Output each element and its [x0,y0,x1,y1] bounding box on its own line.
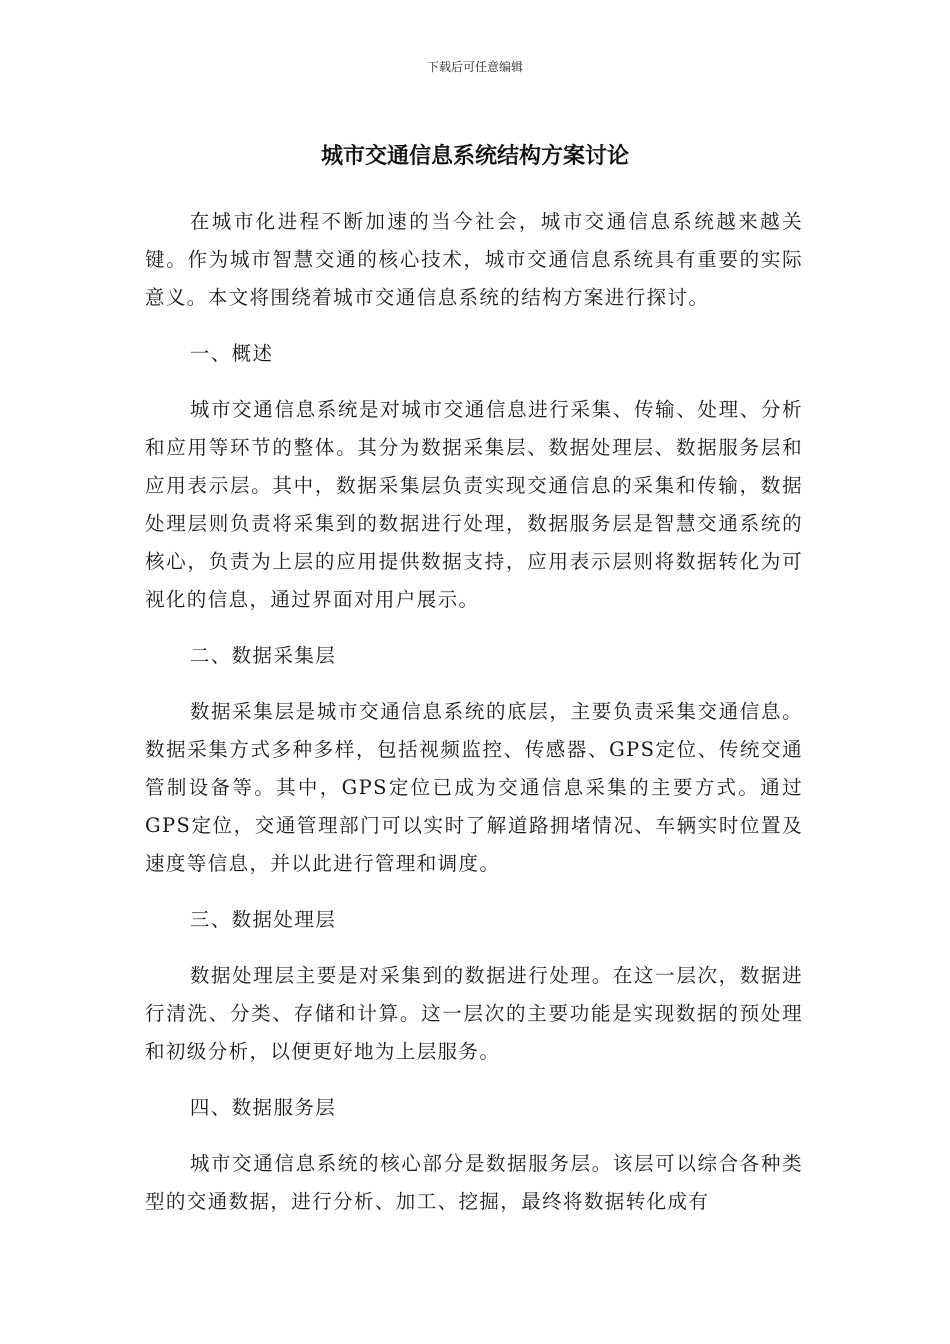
section-heading-overview: 一、概述 [189,342,274,365]
data-processing-paragraph: 数据处理层主要是对采集到的数据进行处理。在这一层次，数据进行清洗、分类、存储和计算。这一层次的主要功能是实现数据的预处理和初级分析，以便更好地为上层服务。 [145,964,803,1063]
document-title: 城市交通信息系统结构方案讨论 [320,144,629,169]
document-body [145,203,803,1239]
section-heading-data-processing: 三、数据处理层 [189,908,337,931]
intro-paragraph: 在城市化进程不断加速的当今社会，城市交通信息系统越来越关键。作为城市智慧交通的核心技术，城市交通信息系统具有重要的实际意义。本文将围绕着城市交通信息系统的结构方案进行探讨。 [145,210,803,309]
overview-paragraph: 城市交通信息系统是对城市交通信息进行采集、传输、处理、分析和应用等环节的整体。其分为数据采集层、数据处理层、数据服务层和应用表示层。其中，数据采集层负责实现交通信息的采集和传输，数据处理层则负责将采集到的数据进行处理，数据服务层是智慧交通系统的核心，负责为上层的应用提供数据支持，应用表示层则将数据转化为可视化的信息，通过界面对用户展示。 [145,398,803,611]
data-service-paragraph: 城市交通信息系统的核心部分是数据服务层。该层可以综合各种类型的交通数据，进行分析、加工、挖掘，最终将数据转化成有 [145,1152,803,1213]
section-heading-data-collection: 二、数据采集层 [189,644,337,667]
data-collection-paragraph: 数据采集层是城市交通信息系统的底层，主要负责采集交通信息。数据采集方式多种多样，包括视频监控、传感器、GPS定位、传统交通管制设备等。其中，GPS定位已成为交通信息采集的主要方式。通过GPS定位，交通管理部门可以实时了解道路拥堵情况、车辆实时位置及速度等信息，并以此进行管理和调度。 [145,700,803,875]
section-heading-data-service: 四、数据服务层 [189,1096,337,1119]
header-note: 下载后可任意编辑 [426,60,523,74]
